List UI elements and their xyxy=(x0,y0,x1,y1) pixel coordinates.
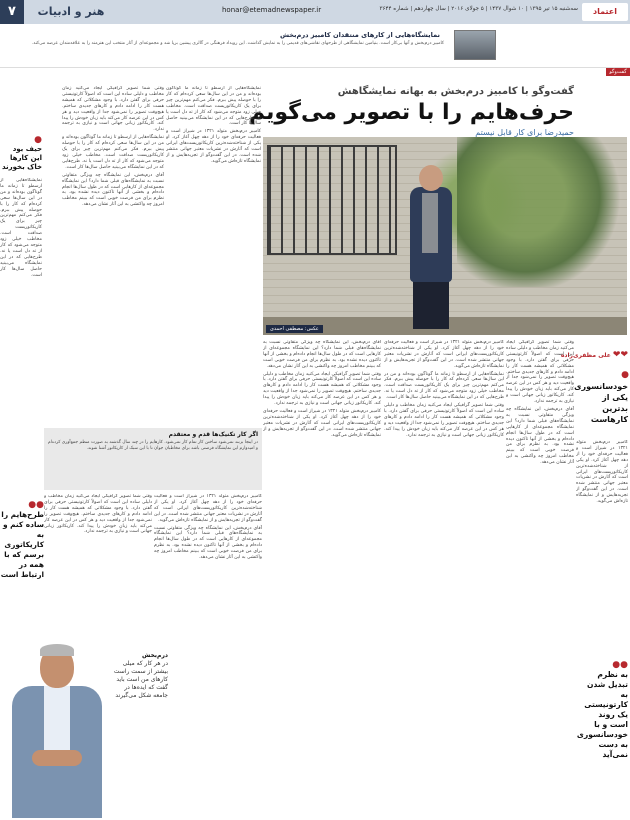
kicker-text: کامبیز درم‌بخش و آنها بی‌کار است. بنیامین نمایشگاهی از طرحهای نقاشی‌های قدیمی را به نمایش گذاشت. این رویداد فرهنگی در گالری پیشین برپا شد و مجموعه‌ای از آثار منتخب این هنرمند را به علاقه‌مندان عرضه می‌کند. xyxy=(31,41,444,46)
issue-info: سه‌شنبه ۱۵ تیر ۱۳۹۵ | ۱۰ شوال ۱۴۳۷ | ۵ جولای ۲۰۱۶ | سال چهاردهم | شماره ۳۶۴۴ xyxy=(379,6,578,12)
column-0-text: وقتی شما تصویر گرافیکی ایجاد می‌کنید زمان مخاطب و دلیلی ساده این است که اصولاً کارتونیستی حرفی برای گفتن دارد. با وجود مشکلاتی که همیشه هست کار را ادامه دادم و کارهای جدیدی ساختم. هیچ‌وقت تصویر را نمی‌شود جدا از واقعیت دید و هر کس در این عرصه کار می‌کند باید زبان خودش را پیدا کند. کاریکاتور زبانی جهانی است و نیازی به ترجمه ندارد. xyxy=(506,340,574,405)
column-4-text-repeat: نمایشگاه‌هایی از ارسطو تا زمانه ما گوناگون بوده‌اند و من در این سال‌ها سعی کرده‌ام که کار را با حوصله پیش ببرم. فکر می‌کنم مهم‌ترین چیز برای یک کاریکاتوریست صداقت است. مخاطب خیلی زود متوجه می‌شود که کار از ته دل است یا نه. طرح‌هایی که در این نمایشگاه می‌بینید حاصل سال‌ها کار است. xyxy=(62,135,164,170)
column-2-text-repeat: وقتی شما تصویر گرافیکی ایجاد می‌کنید زمان مخاطب و دلیلی ساده این است که اصولاً کارتونیستی حرفی برای گفتن دارد. با وجود مشکلاتی که همیشه هست کار را ادامه دادم و کارهای جدیدی ساختم. هیچ‌وقت تصویر را نمی‌شود جدا از واقعیت دید و هر کس در این عرصه کار می‌کند باید زبان خودش را پیدا کند. کاریکاتور زبانی جهانی است و نیازی به ترجمه ندارد. xyxy=(263,371,381,407)
quote-ornament-icon: ●● xyxy=(612,660,628,670)
column-2-text-repeat2: کامبیز درم‌بخش متولد ۱۳۲۱ در شیراز است و فعالیت حرفه‌ای خود را از دهه چهل آغاز کرد. او یکی از شناخته‌شده‌ترین کاریکاتوریست‌های ایرانی است که آثارش در نشریات معتبر جهانی منتشر شده است. در این گفت‌وگو از تجربه‌هایش و از نمایشگاه تازه‌اش می‌گوید. xyxy=(263,408,381,438)
column-1 xyxy=(384,340,504,820)
portrait-caption xyxy=(108,652,168,700)
column-left-mid2 xyxy=(154,494,262,820)
column-left-mid2-text-repeat: آقای درم‌بخش، این نمایشگاه چه ویژگی متفاوتی نسبت به نمایشگاه‌های قبلی شما دارد؟ این نمایشگاه مجموعه‌ای از کارهایی است که در طول سال‌ها انجام داده‌ام و بخشی از آنها تاکنون دیده نشده بود. به نظرم برای من فرصت خوبی است که ببینم مخاطب امروز چه واکنشی به این آثار نشان می‌دهد. xyxy=(154,525,262,561)
page-header xyxy=(0,0,630,24)
section-tag: گفت‌وگو xyxy=(606,68,630,76)
sup-title: گفت‌وگو با کامبیز درم‌بخش به بهانه نمایشگاهش xyxy=(337,86,574,97)
pull-quote-right-2 xyxy=(578,660,628,760)
author-name-text: علی مظفری‌زاده xyxy=(560,352,611,359)
main-photo xyxy=(263,137,627,335)
portrait-photo xyxy=(4,640,108,818)
sidebar-box-text: در اینجا بزنند نمی‌شود ساختن کار تمام کار نمی‌شود. کارهایم را در چند سال گذشته به صورت منظم جمع‌آوری کرده‌ام و امیدوارم این نمایشگاه فرصتی باشد برای مخاطبان جوان تا با این سبک از کاریکاتور آشنا شوند. xyxy=(48,440,258,451)
section-email[interactable]: honar@etemadnewspaper.ir xyxy=(222,6,322,14)
article-lead: حمیدرضا برای کار قابل نیستم xyxy=(475,128,574,137)
pull-quote-left-2 xyxy=(0,500,44,580)
column-2 xyxy=(263,340,381,820)
pull-quote-left-1 xyxy=(0,136,42,172)
pull-quote-left-2-text: طرح‌هایم را ساده کنم و به کاریکاتوری برسم که با همه در ارتباط است xyxy=(0,510,44,579)
column-side-text: کامبیز درم‌بخش متولد ۱۳۲۱ در شیراز است و فعالیت حرفه‌ای خود را از دهه چهل آغاز کرد. او یکی از شناخته‌شده‌ترین کاریکاتوریست‌های ایرانی است که آثارش در نشریات معتبر جهانی منتشر شده است. در این گفت‌وگو از تجربه‌هایش و از نمایشگاه تازه‌اش می‌گوید. xyxy=(576,440,628,505)
sidebar-box xyxy=(44,428,262,490)
column-left-mid xyxy=(44,494,152,644)
ornament-icon: ❤❤ xyxy=(612,350,628,360)
kicker-title[interactable]: نمایشگاه‌هایی از کارهای منتقدان کامبیز درم‌بخش xyxy=(279,31,440,39)
pull-quote-right-text: خودسانسوری یکی از بدترین کارهاست xyxy=(574,382,628,424)
column-3-text-repeat: کامبیز درم‌بخش متولد ۱۳۲۱ در شیراز است و فعالیت حرفه‌ای خود را از دهه چهل آغاز کرد. او یکی از شناخته‌شده‌ترین کاریکاتوریست‌های ایرانی است که آثارش در نشریات معتبر جهانی منتشر شده است. در این گفت‌وگو از تجربه‌هایش و از نمایشگاه تازه‌اش می‌گوید. xyxy=(166,129,261,164)
column-1-text: کامبیز درم‌بخش متولد ۱۳۲۱ در شیراز است و فعالیت حرفه‌ای خود را از دهه چهل آغاز کرد. او یکی از شناخته‌شده‌ترین کاریکاتوریست‌های ایرانی است که آثارش در نشریات معتبر جهانی منتشر شده است. در این گفت‌وگو از تجربه‌هایش و از نمایشگاه تازه‌اش می‌گوید. xyxy=(384,340,504,369)
column-0 xyxy=(506,340,574,820)
tree-shape xyxy=(457,137,627,287)
column-3-text: نمایشگاه‌هایی از ارسطو تا زمانه ما گوناگون بوده‌اند و من در این سال‌ها سعی کرده‌ام که کار را با حوصله پیش ببرم. فکر می‌کنم مهم‌ترین چیز برای یک کاریکاتوریست صداقت است. مخاطب خیلی زود متوجه می‌شود که کار از ته دل است یا نه. طرح‌هایی که در این نمایشگاه می‌بینید حاصل سال‌ها کار است. xyxy=(166,86,261,127)
page-number: ۷ xyxy=(0,0,24,24)
pull-quote-left-1-text: حیف بود این کارها خاک بخورند xyxy=(1,145,42,171)
quote-ornament-icon: ● xyxy=(34,135,42,145)
column-2-text: آقای درم‌بخش، این نمایشگاه چه ویژگی متفاوتی نسبت به نمایشگاه‌های قبلی شما دارد؟ این نمایشگاه مجموعه‌ای از کارهایی است که در طول سال‌ها انجام داده‌ام و بخشی از آنها تاکنون دیده نشده بود. به نظرم برای من فرصت خوبی است که ببینم مخاطب امروز چه واکنشی به این آثار نشان می‌دهد. xyxy=(263,340,381,369)
column-left-top xyxy=(0,178,42,298)
gate-shape xyxy=(267,145,397,255)
article-headline: حرف‌هایم را با تصویر می‌گویم xyxy=(248,100,574,125)
column-left-mid2-text: کامبیز درم‌بخش متولد ۱۳۲۱ در شیراز است و فعالیت حرفه‌ای خود را از دهه چهل آغاز کرد. او یکی از شناخته‌شده‌ترین کاریکاتوریست‌های ایرانی است که آثارش در نشریات معتبر جهانی منتشر شده است. در این گفت‌وگو از تجربه‌هایش و از نمایشگاه تازه‌اش می‌گوید. xyxy=(154,494,262,523)
column-0-text-repeat: آقای درم‌بخش، این نمایشگاه چه ویژگی متفاوتی نسبت به نمایشگاه‌های قبلی شما دارد؟ این نمایشگاه مجموعه‌ای از کارهایی است که در طول سال‌ها انجام داده‌ام و بخشی از آنها تاکنون دیده نشده بود. به نظرم برای من فرصت خوبی است که ببینم مخاطب امروز چه واکنشی به این آثار نشان می‌دهد. xyxy=(506,406,574,466)
column-4 xyxy=(62,86,164,424)
column-side xyxy=(576,440,628,640)
section-title: هنر و ادبیات xyxy=(37,5,105,18)
section-strip xyxy=(0,67,630,75)
column-1-text-repeat: نمایشگاه‌هایی از ارسطو تا زمانه ما گوناگون بوده‌اند و من در این سال‌ها سعی کرده‌ام که کار را با حوصله پیش ببرم. فکر می‌کنم مهم‌ترین چیز برای یک کاریکاتوریست صداقت است. مخاطب خیلی زود متوجه می‌شود که کار از ته دل است یا نه. طرح‌هایی که در این نمایشگاه می‌بینید حاصل سال‌ها کار است. xyxy=(384,371,504,401)
quote-ornament-icon: ● xyxy=(621,370,628,380)
photo-credit: عکس: مصطفی احمدی xyxy=(266,325,323,333)
sidebar-box-title: اگر کار تکنیک‌ها قدم و معتقدم xyxy=(168,431,258,438)
column-4-text-repeat2: آقای درم‌بخش، این نمایشگاه چه ویژگی متفاوتی نسبت به نمایشگاه‌های قبلی شما دارد؟ این نمایشگاه مجموعه‌ای از کارهایی است که در طول سال‌ها انجام داده‌ام و بخشی از آنها تاکنون دیده نشده بود. به نظرم برای من فرصت خوبی است که ببینم مخاطب امروز چه واکنشی به این آثار نشان می‌دهد. xyxy=(62,172,164,208)
column-left-top-text: نمایشگاه‌هایی از ارسطو تا زمانه ما گوناگون بوده‌اند و من در این سال‌ها سعی کرده‌ام که کار را با حوصله پیش ببرم. فکر می‌کنم مهم‌ترین چیز برای یک کاریکاتوریست صداقت است. مخاطب خیلی زود متوجه می‌شود که کار از ته دل است یا نه. طرح‌هایی که در این نمایشگاه می‌بینید حاصل سال‌ها کار است. xyxy=(0,178,42,278)
quote-ornament-icon: ●● xyxy=(28,500,44,510)
column-4-text: وقتی شما تصویر گرافیکی ایجاد می‌کنید زمان مخاطب و دلیلی ساده این است که اصولاً کارتونیستی حرفی برای گفتن دارد. با وجود مشکلاتی که همیشه هست کار را ادامه دادم و کارهای جدیدی ساختم. هیچ‌وقت تصویر را نمی‌شود جدا از واقعیت دید و هر کس در این عرصه کار می‌کند باید زبان خودش را پیدا کند. کاریکاتور زبانی جهانی است و نیازی به ترجمه ندارد. xyxy=(62,86,164,133)
pull-quote-right xyxy=(574,370,628,425)
column-left-mid-text: وقتی شما تصویر گرافیکی ایجاد می‌کنید زمان مخاطب و دلیلی ساده این است که اصولاً کارتونیستی حرفی برای گفتن دارد. با وجود مشکلاتی که همیشه هست کار را ادامه دادم و کارهای جدیدی ساختم. هیچ‌وقت تصویر را نمی‌شود جدا از واقعیت دید و هر کس در این عرصه کار می‌کند باید زبان خودش را پیدا کند. کاریکاتور زبانی جهانی است و نیازی به ترجمه ندارد. xyxy=(44,494,152,535)
pull-quote-right-2-text: به نظرم تبدیل شدن به کارتونیستی یک روند است و با خودسانسوری به دست نمی‌آید xyxy=(576,670,628,759)
portrait-caption-name: درم‌بخش xyxy=(142,652,168,659)
column-3 xyxy=(166,86,261,424)
kicker-thumbnail[interactable] xyxy=(454,30,496,60)
column-1-text-repeat2: وقتی شما تصویر گرافیکی ایجاد می‌کنید زمان مخاطب و دلیلی ساده این است که اصولاً کارتونیستی حرفی برای گفتن دارد. با وجود مشکلاتی که همیشه هست کار را ادامه دادم و کارهای جدیدی ساختم. هیچ‌وقت تصویر را نمی‌شود جدا از واقعیت دید و هر کس در این عرصه کار می‌کند باید زبان خودش را پیدا کند. کاریکاتور زبانی جهانی است و نیازی به ترجمه ندارد. xyxy=(384,403,504,438)
newspaper-logo[interactable]: اعتماد xyxy=(582,3,628,21)
portrait-caption-text: در هر کار که میلی بیشتر از سمت راست کارهای من است باید گفت که ایده‌ها در جامعه شکل می‌گیرند xyxy=(113,660,168,699)
